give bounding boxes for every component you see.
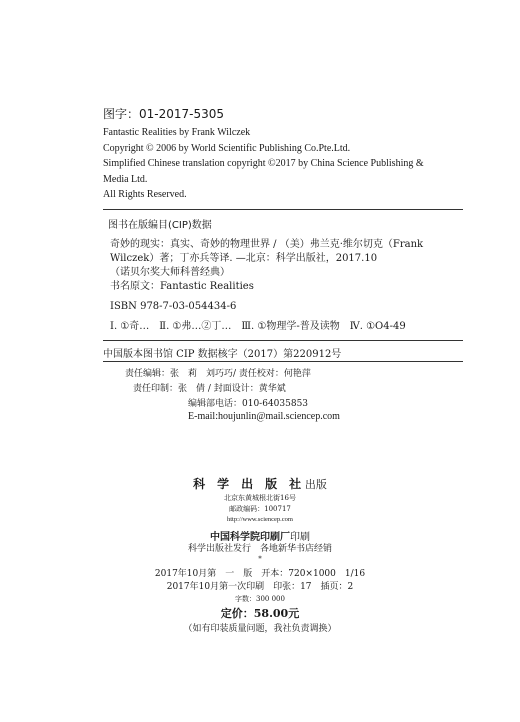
copyright-line: Copyright © 2006 by World Scientific Publishing Co.Pte.Ltd. bbox=[103, 142, 351, 154]
copyright-line: Fantastic Realities by Frank Wilczek bbox=[103, 127, 251, 138]
cip-record bbox=[110, 238, 423, 334]
cip-line: 书名原文：Fantastic Realities bbox=[110, 281, 254, 292]
copyright-line: All Rights Reserved. bbox=[103, 189, 187, 200]
copyright-line: Media Ltd. bbox=[103, 173, 148, 185]
printing-info: 2017年10月第一次印刷 印张：17 插页：2 bbox=[166, 582, 354, 592]
quality-notice: （如有印装质量问题，我社负责调换） bbox=[183, 624, 337, 634]
cip-line: Wilczek）著；丁亦兵等译. —北京：科学出版社，2017.10 bbox=[110, 253, 378, 264]
editorial-email: E-mail:houjunlin@mail.sciencep.com bbox=[188, 411, 340, 422]
cip-line: （诺贝尔奖大师科普经典） bbox=[110, 267, 230, 278]
cip-data-number: 中国版本图书馆 CIP 数据核字（2017）第220912号 bbox=[103, 349, 342, 360]
word-count: 字数：300 000 bbox=[235, 595, 285, 603]
star-separator: * bbox=[258, 555, 262, 563]
publisher-line bbox=[0, 475, 520, 492]
divider bbox=[103, 340, 463, 341]
cip-line: Ⅰ. ①奇… Ⅱ. ①弗…②丁… Ⅲ. ①物理学-普及读物 Ⅳ. ①O4-49 bbox=[110, 321, 406, 332]
cip-line: 奇妙的现实：真实、奇妙的物理世界 / （美）弗兰克·维尔切克（Frank bbox=[110, 239, 424, 250]
copyright-line: Simplified Chinese translation copyright ©2017 by China Science Publishing & bbox=[103, 158, 424, 169]
publisher-suffix: 出版 bbox=[304, 478, 327, 491]
publisher-address: 北京东黄城根北街16号 bbox=[224, 494, 296, 502]
copyright-block bbox=[103, 125, 424, 203]
editors-line: 责任印制：张 倩 / 封面设计：黄华斌 bbox=[133, 384, 286, 394]
distribution: 科学出版社发行 各地新华书店经销 bbox=[187, 544, 332, 554]
license-number: 图字：01-2017-5305 bbox=[103, 107, 225, 121]
publisher-postcode: 邮政编码：100717 bbox=[229, 505, 291, 513]
printer-name: 中国科学院印刷厂 bbox=[210, 532, 290, 543]
divider bbox=[103, 361, 463, 362]
cip-line: ISBN 978-7-03-054434-6 bbox=[110, 301, 237, 312]
cip-heading: 图书在版编目(CIP)数据 bbox=[108, 220, 212, 231]
price-value: 58.00元 bbox=[253, 607, 300, 620]
editorial-phone: 编辑部电话：010-64035853 bbox=[188, 399, 309, 409]
divider bbox=[103, 209, 463, 210]
price-label: 定价： bbox=[220, 607, 254, 620]
edition-info: 2017年10月第 一 版 开本：720×1000 1/16 bbox=[154, 569, 366, 579]
price-line bbox=[0, 605, 520, 621]
publisher-name: 科 学 出 版 社 bbox=[193, 477, 302, 491]
printer-suffix: 印刷 bbox=[290, 532, 310, 543]
publisher-url: http://www.sciencep.com bbox=[226, 516, 293, 523]
editors-line: 责任编辑：张 莉 刘巧巧/ 责任校对：何艳萍 bbox=[125, 369, 311, 379]
